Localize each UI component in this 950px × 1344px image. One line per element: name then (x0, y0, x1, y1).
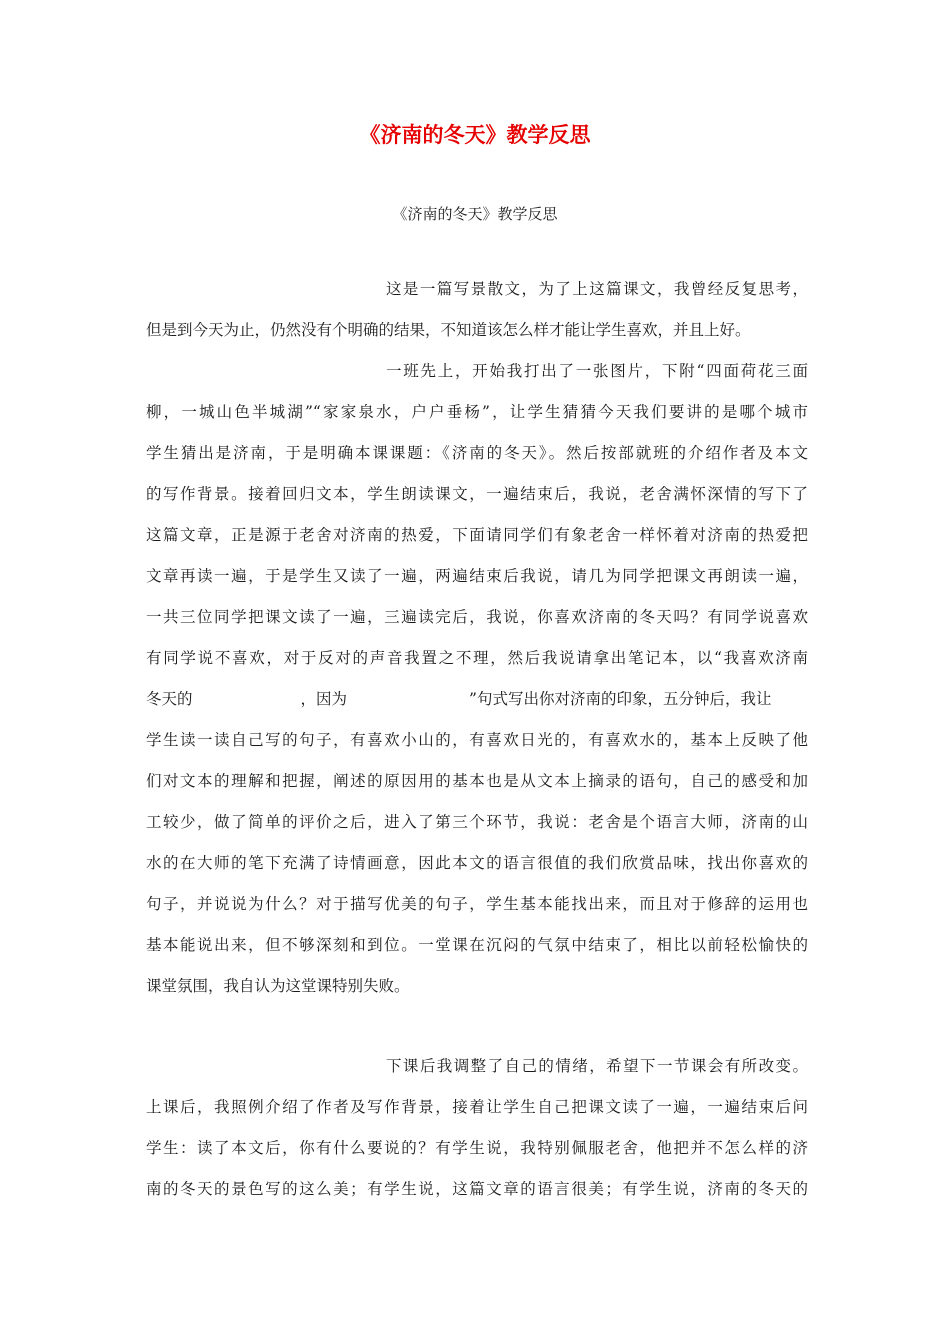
text-line: 上课后，我照例介绍了作者及写作背景，接着让学生自己把课文读了一遍，一遍结束后问 (146, 1098, 808, 1116)
blank-line-part2: ，因为 (300, 690, 348, 708)
paragraph-gap (146, 1007, 808, 1046)
text-line: 句子，并说说为什么？对于描写优美的句子，学生基本能找出来，而且对于修辞的运用也 (146, 895, 808, 913)
blank-line-part1: 冬天的 (146, 690, 193, 708)
text-line: 们对文本的理解和把握，阐述的原因用的基本也是从文本上摘录的语句，自己的感受和加 (146, 772, 808, 790)
document-subtitle: 《济南的冬天》教学反思 (392, 205, 558, 223)
text-line: 学生猜出是济南，于是明确本课课题：《济南的冬天》。然后按部就班的介绍作者及本文 (146, 444, 808, 462)
text-line: 柳，一城山色半城湖”“家家泉水，户户垂杨”，让学生猜猜今天我们要讲的是哪个城市 (146, 403, 808, 421)
text-line: 工较少，做了简单的评价之后，进入了第三个环节，我说：老舍是个语言大师，济南的山 (146, 813, 808, 831)
text-line: 这是一篇写景散文，为了上这篇课文，我曾经反复思考， (386, 280, 808, 298)
text-line: 但是到今天为止，仍然没有个明确的结果，不知道该怎么样才能让学生喜欢，并且上好。 (146, 321, 751, 339)
text-line: 这篇文章，正是源于老舍对济南的热爱，下面请同学们有象老舍一样怀着对济南的热爱把 (146, 526, 808, 544)
document-body (146, 269, 808, 1210)
text-line: 文章再读一遍，于是学生又读了一遍，两遍结束后我说，请几为同学把课文再朗读一遍， (146, 567, 808, 585)
text-line: 的写作背景。接着回归文本，学生朗读课文，一遍结束后，我说，老舍满怀深情的写下了 (146, 485, 808, 503)
text-line: 南的冬天的景色写的这么美；有学生说，这篇文章的语言很美；有学生说，济南的冬天的 (146, 1180, 808, 1198)
text-line: 学生读一读自己写的句子，有喜欢小山的，有喜欢日光的，有喜欢水的，基本上反映了他 (146, 731, 808, 749)
text-line: 下课后我调整了自己的情绪，希望下一节课会有所改变。 (386, 1057, 808, 1075)
text-line: 有同学说不喜欢，对于反对的声音我置之不理，然后我说请拿出笔记本，以“我喜欢济南 (146, 649, 808, 667)
document-title: 《济南的冬天》教学反思 (359, 122, 591, 147)
text-line: 基本能说出来，但不够深刻和到位。一堂课在沉闷的气氛中结束了，相比以前轻松愉快的 (146, 936, 808, 954)
blank-line-part3: ”句式写出你对济南的印象，五分钟后，我让 (469, 690, 772, 708)
text-line: 一班先上，开始我打出了一张图片，下附“四面荷花三面 (386, 362, 808, 380)
fill-in-blank-line (146, 679, 808, 720)
text-line: 水的在大师的笔下充满了诗情画意，因此本文的语言很值的我们欣赏品味，找出你喜欢的 (146, 854, 808, 872)
text-line: 课堂氛围，我自认为这堂课特别失败。 (146, 977, 410, 995)
text-line: 学生：读了本文后，你有什么要说的？有学生说，我特别佩服老舍，他把并不怎么样的济 (146, 1139, 808, 1157)
text-line: 一共三位同学把课文读了一遍，三遍读完后，我说，你喜欢济南的冬天吗？有同学说喜欢 (146, 608, 808, 626)
